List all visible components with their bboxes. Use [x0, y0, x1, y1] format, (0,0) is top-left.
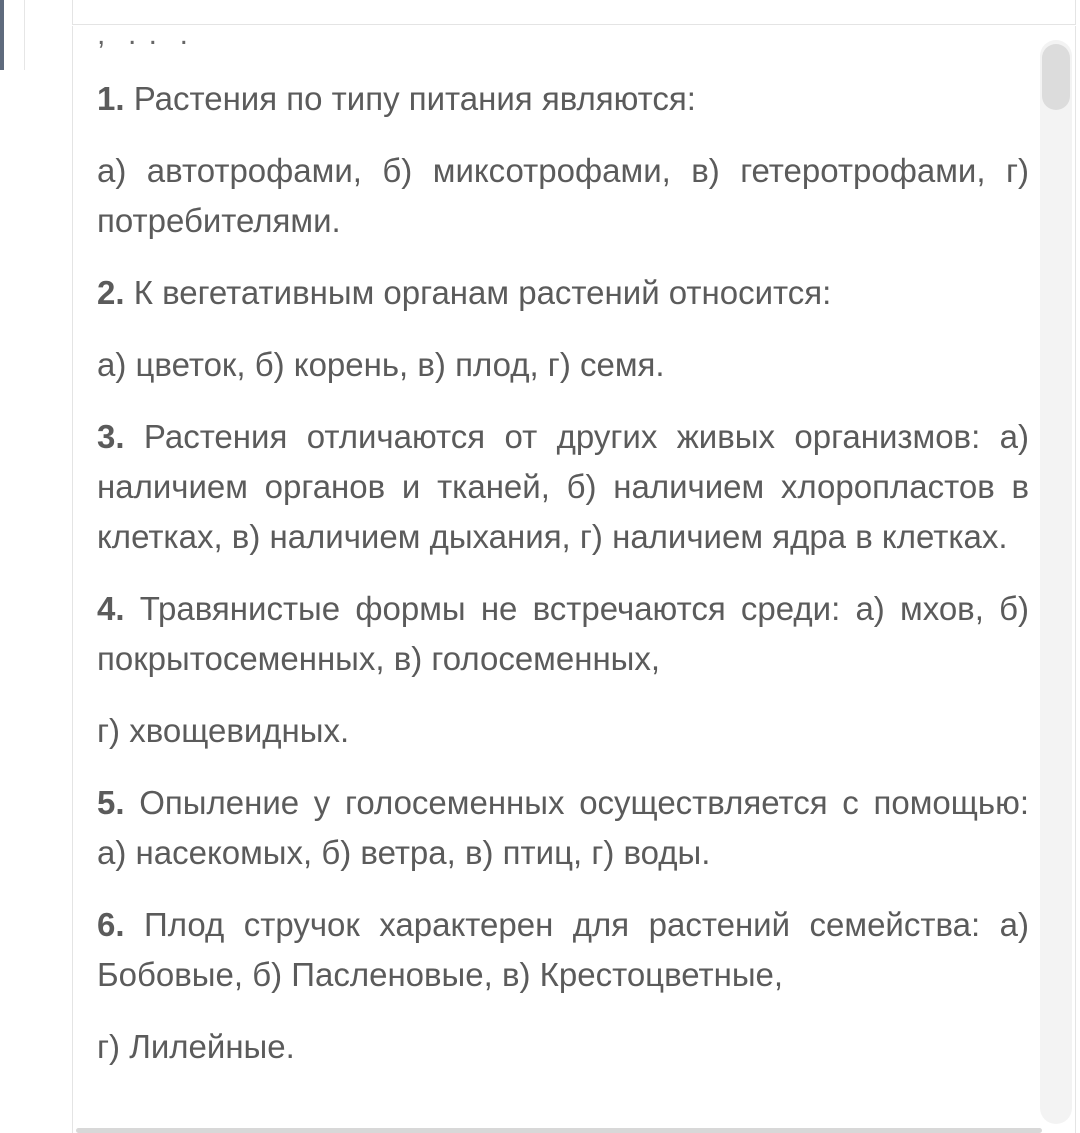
answers-4 — [97, 706, 1029, 756]
question-text: Плод стручок характерен для растений семейства: а) Бобовые, б) Пасленовые, в) Крестоцветные, — [97, 906, 1029, 993]
question-number: 4. — [97, 590, 125, 627]
answer-options: г) Лилейные. — [97, 1028, 295, 1065]
answer-options: а) автотрофами, б) миксотрофами, в) гетеротрофами, г) потребителями. — [97, 152, 1029, 239]
question-text: Растения по типу питания являются: — [124, 80, 696, 117]
question-list — [97, 74, 1029, 1094]
question-text: Растения отличаются от других живых организмов: а) наличием органов и тканей, б) наличием хлоропластов в клетках, в) наличием дыхания, г) наличием ядра в клетках. — [97, 418, 1029, 555]
question-number: 1. — [97, 80, 125, 117]
left-edge-marker — [0, 0, 4, 70]
horizontal-scrollbar[interactable] — [76, 1128, 1042, 1133]
vertical-scrollbar-thumb[interactable] — [1042, 44, 1070, 110]
question-3 — [97, 412, 1029, 562]
question-number: 2. — [97, 274, 125, 311]
answers-1 — [97, 146, 1029, 246]
left-divider — [24, 0, 25, 70]
question-text: Опыление у голосеменных осуществляется с помощью: а) насекомых, б) ветра, в) птиц, г) воды. — [97, 784, 1029, 871]
question-number: 6. — [97, 906, 125, 943]
clipped-text-fragment: , . . . — [97, 26, 191, 51]
answers-6 — [97, 1022, 1029, 1072]
question-number: 3. — [97, 418, 125, 455]
question-text: Травянистые формы не встречаются среди: а) мхов, б) покрытосеменных, в) голосеменных, — [97, 590, 1029, 677]
question-4 — [97, 584, 1029, 684]
question-text: К вегетативным органам растений относится: — [124, 274, 832, 311]
question-2 — [97, 268, 1029, 318]
question-6 — [97, 900, 1029, 1000]
answers-2 — [97, 340, 1029, 390]
vertical-scrollbar-track[interactable] — [1040, 40, 1072, 1124]
question-1 — [97, 74, 1029, 124]
answer-options: а) цветок, б) корень, в) плод, г) семя. — [97, 346, 665, 383]
question-number: 5. — [97, 784, 125, 821]
content-panel — [72, 26, 1076, 1133]
answer-options: г) хвощевидных. — [97, 712, 350, 749]
top-panel — [72, 0, 1076, 25]
question-5 — [97, 778, 1029, 878]
